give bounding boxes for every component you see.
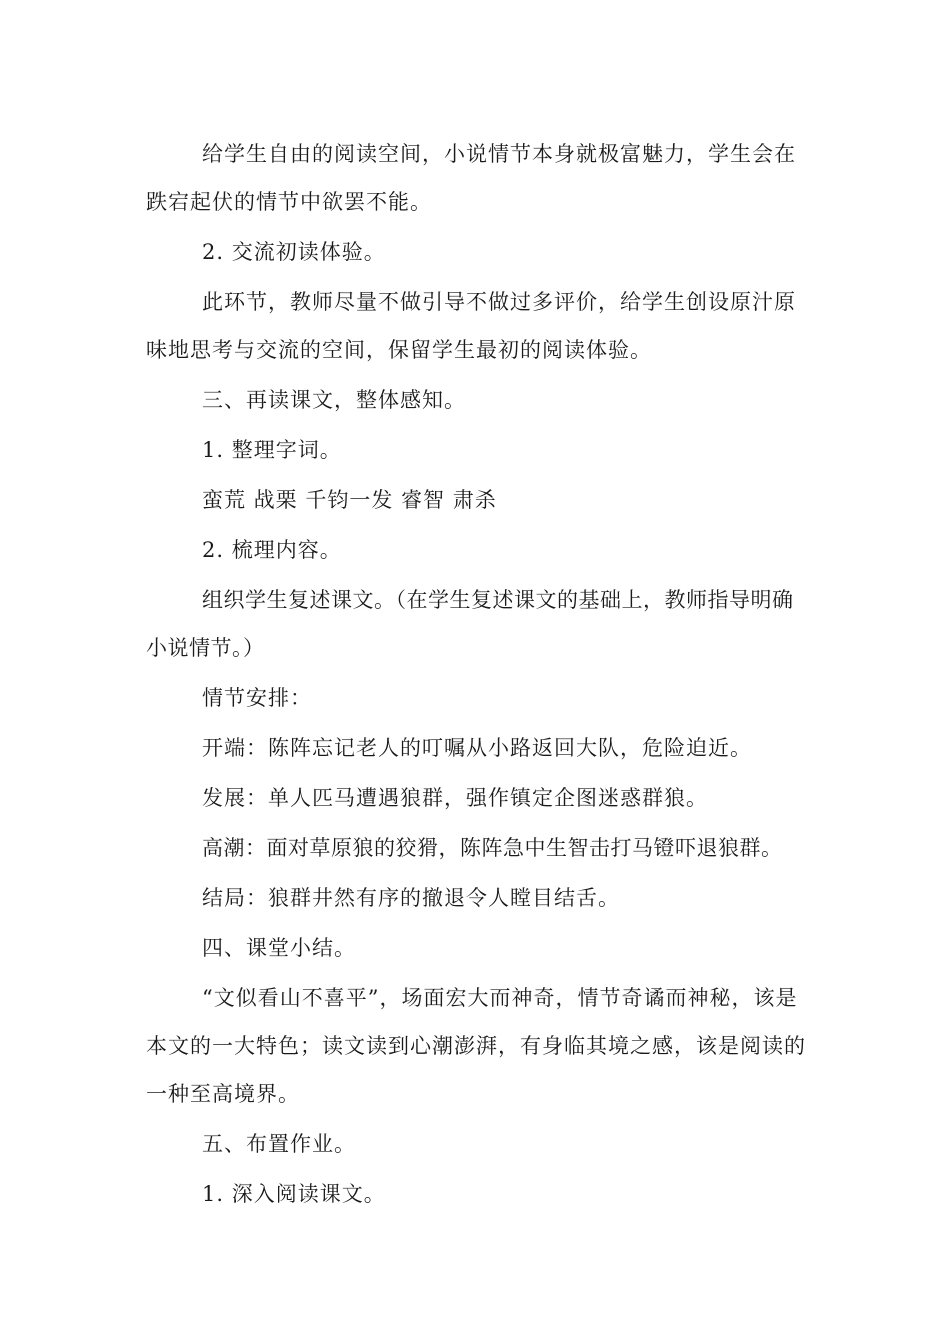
heading-exchange-first-reading: 2. 交流初读体验。 — [202, 240, 386, 264]
plot-beginning: 开端：陈阵忘记老人的叮嘱从小路返回大队，危险迫近。 — [202, 736, 752, 760]
vocabulary-list: 蛮荒 战栗 千钧一发 睿智 肃杀 — [202, 488, 497, 512]
heading-sort-content: 2. 梳理内容。 — [202, 538, 342, 562]
document-body — [146, 130, 810, 1220]
homework-item-one: 1. 深入阅读课文。 — [202, 1182, 386, 1206]
paragraph-teacher-guidance: 此环节，教师尽量不做引导不做过多评价，给学生创设原汁原味地思考与交流的空间，保留学生最初的阅读体验。 — [146, 290, 796, 362]
paragraph-retell-text: 组织学生复述课文。（在学生复述课文的基础上，教师指导明确小说情节。） — [146, 588, 794, 660]
heading-organize-words: 1. 整理字词。 — [202, 438, 342, 462]
paragraph-class-summary: “文似看山不喜平”，场面宏大而神奇，情节奇谲而神秘，该是本文的一大特色；读文读到心潮澎湃，有身临其境之感，该是阅读的一种至高境界。 — [146, 986, 806, 1106]
plot-ending: 结局：狼群井然有序的撤退令人瞠目结舌。 — [202, 886, 620, 910]
plot-development: 发展：单人匹马遭遇狼群，强作镇定企图迷惑群狼。 — [202, 786, 708, 810]
paragraph-reading-space: 给学生自由的阅读空间，小说情节本身就极富魅力，学生会在跌宕起伏的情节中欲罢不能。 — [146, 142, 796, 214]
heading-section-five: 五、布置作业。 — [202, 1132, 356, 1156]
plot-climax: 高潮：面对草原狼的狡猾，陈阵急中生智击打马镫吓退狼群。 — [202, 836, 783, 860]
heading-section-four: 四、课堂小结。 — [202, 936, 356, 960]
heading-plot-arrangement: 情节安排： — [202, 686, 312, 710]
heading-section-three: 三、再读课文，整体感知。 — [202, 388, 466, 412]
